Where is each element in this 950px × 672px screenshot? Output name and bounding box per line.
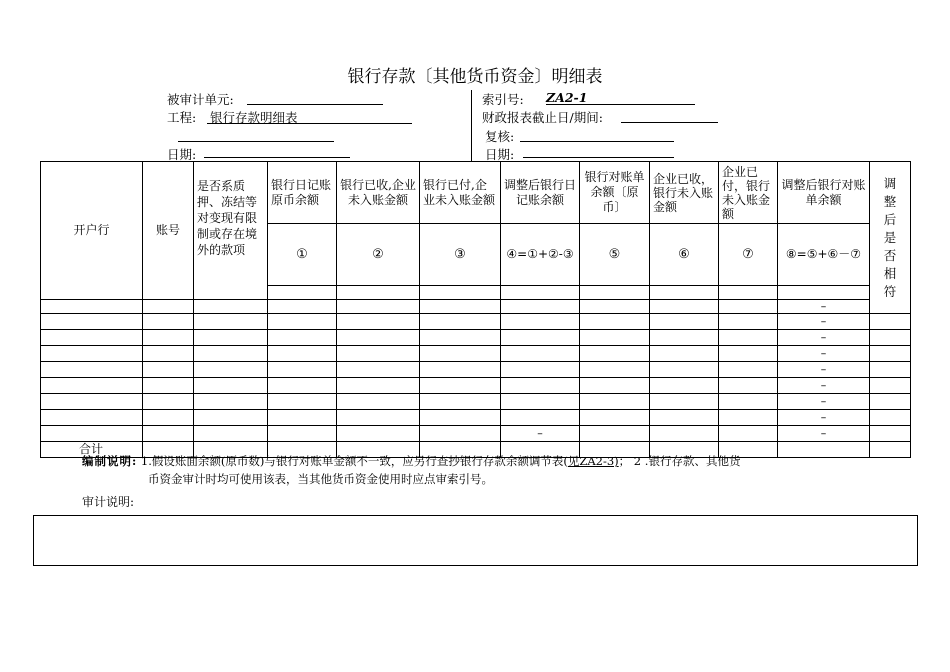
cell[interactable] — [420, 330, 501, 346]
cell[interactable] — [870, 330, 911, 346]
table-row — [41, 362, 911, 378]
cell[interactable] — [580, 362, 650, 378]
col-account-header: 账号 — [143, 162, 194, 300]
cell[interactable] — [580, 314, 650, 330]
dash-value: – — [778, 410, 870, 426]
cell[interactable] — [268, 426, 337, 442]
cell[interactable] — [268, 314, 337, 330]
cell[interactable] — [870, 394, 911, 410]
formula-7: ⑦ — [719, 224, 778, 286]
dash-value: – — [778, 426, 870, 442]
col-7-header: 企业已付，银行未入账金额 — [719, 162, 778, 224]
cell[interactable] — [420, 362, 501, 378]
cell[interactable] — [580, 410, 650, 426]
auditee-label: 被审计单元: — [167, 92, 234, 107]
cell[interactable] — [870, 346, 911, 362]
date2-field[interactable] — [523, 157, 674, 158]
col-restricted-header: 是否系质押、冻结等对变现有限制或存在境外的款项 — [194, 162, 268, 300]
cell[interactable] — [194, 346, 268, 362]
notes-ref-link[interactable]: 见ZA2-3) — [567, 454, 619, 468]
cell[interactable] — [420, 346, 501, 362]
cell[interactable] — [870, 378, 911, 394]
cell[interactable] — [143, 378, 194, 394]
cell[interactable] — [650, 362, 719, 378]
cell[interactable] — [268, 410, 337, 426]
cell[interactable] — [337, 426, 420, 442]
cell[interactable] — [41, 346, 143, 362]
date-label: 日期: — [167, 147, 197, 162]
formula-8: ⑧=⑤+⑥－⑦ — [778, 224, 870, 286]
cell[interactable] — [194, 410, 268, 426]
cell[interactable] — [194, 426, 268, 442]
dash-value: – — [501, 426, 580, 442]
dash-value: – — [778, 300, 870, 314]
cell[interactable] — [268, 378, 337, 394]
date-field[interactable] — [204, 157, 350, 158]
table-row — [41, 300, 911, 314]
cell[interactable] — [337, 330, 420, 346]
cell[interactable] — [420, 426, 501, 442]
cell[interactable] — [268, 286, 337, 300]
cell[interactable] — [580, 378, 650, 394]
detail-table — [40, 161, 911, 458]
cell[interactable] — [650, 346, 719, 362]
cell[interactable] — [650, 378, 719, 394]
cell[interactable] — [719, 286, 778, 300]
col-bank-header: 开户行 — [41, 162, 143, 300]
cell[interactable] — [420, 378, 501, 394]
cell[interactable] — [143, 362, 194, 378]
formula-2: ② — [337, 224, 420, 286]
cell[interactable] — [194, 394, 268, 410]
cell[interactable] — [337, 300, 420, 314]
project-field — [207, 123, 412, 124]
project-field-2[interactable] — [178, 141, 334, 142]
col-8-header: 调整后银行对账单余额 — [778, 162, 870, 224]
cell[interactable] — [41, 330, 143, 346]
cell[interactable] — [719, 346, 778, 362]
cell[interactable] — [268, 300, 337, 314]
cell[interactable] — [650, 410, 719, 426]
table-row — [41, 426, 911, 442]
cell[interactable] — [501, 300, 580, 314]
cell[interactable] — [580, 330, 650, 346]
formula-3: ③ — [420, 224, 501, 286]
cell[interactable] — [580, 300, 650, 314]
cell[interactable] — [337, 362, 420, 378]
dash-value: – — [778, 330, 870, 346]
project-label: 工程: — [167, 110, 197, 125]
index-value[interactable]: ZA2-1 — [546, 90, 588, 105]
cell[interactable] — [420, 410, 501, 426]
col-6-header: 企业已收，银行未入账金额 — [650, 162, 719, 224]
cell[interactable] — [650, 394, 719, 410]
cell[interactable] — [143, 330, 194, 346]
col-2-header: 银行已收,企业未入账金额 — [337, 162, 420, 224]
cell[interactable] — [501, 394, 580, 410]
preparation-notes — [82, 452, 740, 488]
cell[interactable] — [194, 330, 268, 346]
review-label: 复核: — [485, 129, 515, 144]
cell[interactable] — [41, 426, 143, 442]
period-field[interactable] — [621, 122, 718, 123]
cell[interactable] — [420, 394, 501, 410]
cell[interactable] — [41, 300, 143, 314]
cell[interactable] — [719, 300, 778, 314]
period-label: 财政报表截止日/期间: — [482, 110, 603, 125]
col-1-header: 银行日记账原币余额 — [268, 162, 337, 224]
cell[interactable] — [501, 346, 580, 362]
cell[interactable] — [650, 314, 719, 330]
cell[interactable] — [870, 314, 911, 330]
cell[interactable] — [870, 410, 911, 426]
cell[interactable] — [719, 394, 778, 410]
cell[interactable] — [719, 378, 778, 394]
cell[interactable] — [194, 314, 268, 330]
cell[interactable] — [268, 362, 337, 378]
cell[interactable] — [420, 314, 501, 330]
cell[interactable] — [870, 362, 911, 378]
cell[interactable] — [778, 286, 870, 300]
cell[interactable] — [268, 346, 337, 362]
cell[interactable] — [194, 300, 268, 314]
index-field — [546, 104, 695, 105]
table-row — [41, 410, 911, 426]
col-4-header: 调整后银行日记账余额 — [501, 162, 580, 224]
formula-6: ⑥ — [650, 224, 719, 286]
cell[interactable] — [143, 314, 194, 330]
auditee-field[interactable] — [247, 104, 383, 105]
cell[interactable] — [719, 362, 778, 378]
table-row — [41, 346, 911, 362]
cell[interactable] — [420, 286, 501, 300]
formula-5: ⑤ — [580, 224, 650, 286]
cell[interactable] — [143, 300, 194, 314]
cell[interactable] — [337, 346, 420, 362]
cell[interactable] — [650, 300, 719, 314]
cell[interactable] — [501, 286, 580, 300]
cell[interactable] — [650, 426, 719, 442]
cell[interactable] — [870, 442, 911, 458]
cell[interactable] — [870, 426, 911, 442]
cell[interactable] — [194, 362, 268, 378]
table-row — [41, 394, 911, 410]
cell[interactable] — [778, 442, 870, 458]
cell[interactable] — [501, 410, 580, 426]
cell[interactable] — [501, 378, 580, 394]
cell[interactable] — [501, 362, 580, 378]
header-divider — [471, 90, 472, 162]
cell[interactable] — [580, 286, 650, 300]
notes-line1-prefix: 1.假设账面余额(原币数)与银行对账单金额不一致，应另行查抄银行存款余额调节表( — [140, 454, 568, 468]
formula-4: ④=①+②-③ — [501, 224, 580, 286]
notes-line1-suffix: ； 2 .银行存款、其他货 — [618, 454, 741, 468]
cell[interactable] — [143, 426, 194, 442]
date2-label: 日期: — [485, 147, 515, 162]
table-row — [41, 330, 911, 346]
dash-value: – — [778, 394, 870, 410]
table-row — [41, 378, 911, 394]
cell[interactable] — [719, 410, 778, 426]
notes-line2: 币资金审计时均可使用该表，当其他货币资金使用时应点审索引号。 — [148, 472, 493, 486]
audit-notes-box[interactable] — [33, 515, 918, 566]
cell[interactable] — [41, 410, 143, 426]
cell[interactable] — [580, 346, 650, 362]
dash-value: – — [778, 378, 870, 394]
total-label: 合计 — [41, 442, 143, 458]
cell[interactable] — [41, 314, 143, 330]
cell[interactable] — [337, 286, 420, 300]
cell[interactable] — [41, 378, 143, 394]
cell[interactable] — [650, 286, 719, 300]
cell[interactable] — [143, 394, 194, 410]
formula-1: ① — [268, 224, 337, 286]
cell[interactable] — [41, 362, 143, 378]
cell[interactable] — [143, 410, 194, 426]
dash-value: – — [778, 314, 870, 330]
dash-value: – — [778, 346, 870, 362]
col-3-header: 银行已付,企业未入账金额 — [420, 162, 501, 224]
review-field[interactable] — [520, 141, 674, 142]
notes-label: 编制说明: — [82, 454, 138, 468]
audit-label: 审计说明: — [82, 495, 135, 509]
cell[interactable] — [580, 426, 650, 442]
cell[interactable] — [194, 378, 268, 394]
table-row — [41, 314, 911, 330]
cell[interactable] — [143, 346, 194, 362]
cell[interactable] — [719, 330, 778, 346]
dash-value: – — [778, 362, 870, 378]
cell[interactable] — [420, 300, 501, 314]
cell[interactable] — [41, 394, 143, 410]
cell[interactable] — [719, 426, 778, 442]
page-title: 银行存款〔其他货币资金〕明细表 — [347, 67, 603, 87]
cell[interactable] — [580, 394, 650, 410]
cell[interactable] — [268, 394, 337, 410]
cell[interactable] — [337, 314, 420, 330]
col-5-header: 银行对账单余额〔原币〕 — [580, 162, 650, 224]
cell[interactable] — [337, 394, 420, 410]
project-value[interactable]: 银行存款明细表 — [210, 110, 298, 125]
cell[interactable] — [501, 330, 580, 346]
cell[interactable] — [650, 330, 719, 346]
cell[interactable] — [719, 314, 778, 330]
cell[interactable] — [268, 330, 337, 346]
col-9-header: 调整后是否相符 — [870, 162, 911, 314]
cell[interactable] — [337, 410, 420, 426]
cell[interactable] — [501, 314, 580, 330]
cell[interactable] — [337, 378, 420, 394]
index-label: 索引号: — [482, 92, 524, 107]
